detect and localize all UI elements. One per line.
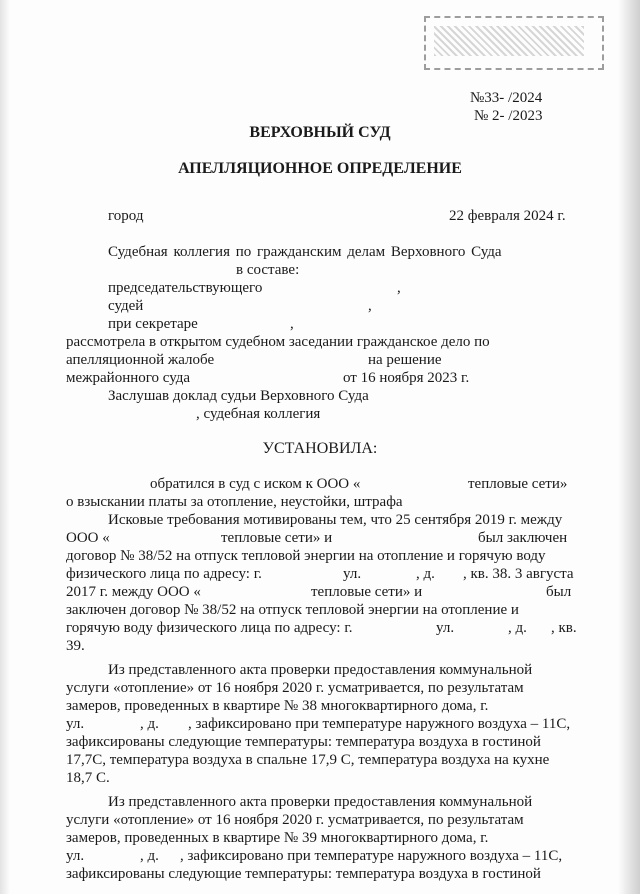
intro-line: рассмотрела в открытом судебном заседании гражданское дело по bbox=[66, 334, 490, 350]
body-line: тепловые сети» bbox=[468, 476, 568, 492]
presiding-judge-comma: , bbox=[397, 280, 401, 296]
section-title: УСТАНОВИЛА: bbox=[262, 440, 378, 457]
secretary-comma: , bbox=[290, 316, 294, 332]
body-line: был заключен bbox=[478, 530, 568, 546]
stamp-illegible-mark bbox=[434, 26, 584, 56]
body-line: Из представленного акта проверки предоставления коммунальной bbox=[108, 662, 533, 678]
body-line: зафиксированы следующие температуры: температура воздуха в гостиной bbox=[66, 866, 541, 882]
intro-line: апелляционной жалобе bbox=[66, 352, 215, 368]
body-line: , д. bbox=[140, 716, 159, 732]
case-number-appeal: №33- /2024 bbox=[470, 90, 543, 106]
body-line: , зафиксировано при температуре наружного воздуха – 11С, bbox=[180, 848, 563, 864]
body-line: , д. bbox=[140, 848, 159, 864]
body-line: Исковые требования мотивированы тем, что 25 сентября 2019 г. между bbox=[108, 512, 563, 528]
body-line: ул. bbox=[66, 848, 85, 864]
body-line: тепловые сети» и bbox=[311, 584, 423, 600]
intro-line: Заслушав доклад судьи Верховного Суда bbox=[108, 388, 369, 404]
intro-line: Судебная коллегия по гражданским делам Верховного Суда bbox=[108, 244, 502, 260]
body-line: замеров, проведенных в квартире № 39 многоквартирного дома, г. bbox=[66, 830, 489, 846]
body-line: ул. bbox=[66, 716, 85, 732]
body-line: ООО « bbox=[66, 530, 110, 546]
body-line: , зафиксировано при температуре наружного воздуха – 11С, bbox=[188, 716, 571, 732]
intro-line: межрайонного суда bbox=[66, 370, 191, 386]
body-line: , д. bbox=[416, 566, 435, 582]
body-line: зафиксированы следующие температуры: температура воздуха в гостиной bbox=[66, 734, 541, 750]
document-title: АПЕЛЛЯЦИОННОЕ ОПРЕДЕЛЕНИЕ bbox=[178, 160, 462, 177]
intro-line: в составе: bbox=[236, 262, 300, 278]
document-date: 22 февраля 2024 г. bbox=[449, 208, 566, 224]
body-line: замеров, проведенных в квартире № 38 многоквартирного дома, г. bbox=[66, 698, 489, 714]
body-line: 18,7 С. bbox=[66, 770, 110, 786]
body-line: услуги «отопление» от 16 ноября 2020 г. усматривается, по результатам bbox=[66, 680, 524, 696]
body-line: горячую воду физического лица по адресу: г. bbox=[66, 620, 353, 636]
body-line: 39. bbox=[66, 638, 85, 654]
judges-comma: , bbox=[368, 298, 372, 314]
body-line: договор № 38/52 на отпуск тепловой энергии на отопление и горячую воду bbox=[66, 548, 546, 564]
body-line: Из представленного акта проверки предоставления коммунальной bbox=[108, 794, 533, 810]
body-line: обратился в суд с иском к ООО « bbox=[150, 476, 361, 492]
body-line: 2017 г. между ООО « bbox=[66, 584, 201, 600]
court-name: ВЕРХОВНЫЙ СУД bbox=[249, 124, 391, 141]
body-line: , кв. bbox=[551, 620, 577, 636]
body-line: ул. bbox=[436, 620, 455, 636]
intro-line: , судебная коллегия bbox=[196, 406, 321, 422]
body-line: ул. bbox=[343, 566, 362, 582]
presiding-judge-label: председательствующего bbox=[108, 280, 263, 296]
registration-stamp bbox=[424, 16, 604, 70]
body-line: заключен договор № 38/52 на отпуск тепловой энергии на отопление и bbox=[66, 602, 519, 618]
body-line: тепловые сети» и bbox=[221, 530, 333, 546]
intro-line: от 16 ноября 2023 г. bbox=[343, 370, 470, 386]
body-line: , д. bbox=[508, 620, 527, 636]
judges-label: судей bbox=[108, 298, 144, 314]
secretary-label: при секретаре bbox=[108, 316, 198, 332]
case-number-first-instance: № 2- /2023 bbox=[474, 108, 543, 124]
city-label: город bbox=[108, 208, 144, 224]
body-line: был bbox=[546, 584, 572, 600]
intro-line: на решение bbox=[368, 352, 442, 368]
body-line: услуги «отопление» от 16 ноября 2020 г. усматривается, по результатам bbox=[66, 812, 524, 828]
body-line: , кв. 38. 3 августа bbox=[463, 566, 574, 582]
body-line: о взыскании платы за отопление, неустойки, штрафа bbox=[66, 494, 403, 510]
body-line: 17,7С, температура воздуха в спальне 17,9 С, температура воздуха на кухне bbox=[66, 752, 550, 768]
body-line: физического лица по адресу: г. bbox=[66, 566, 262, 582]
